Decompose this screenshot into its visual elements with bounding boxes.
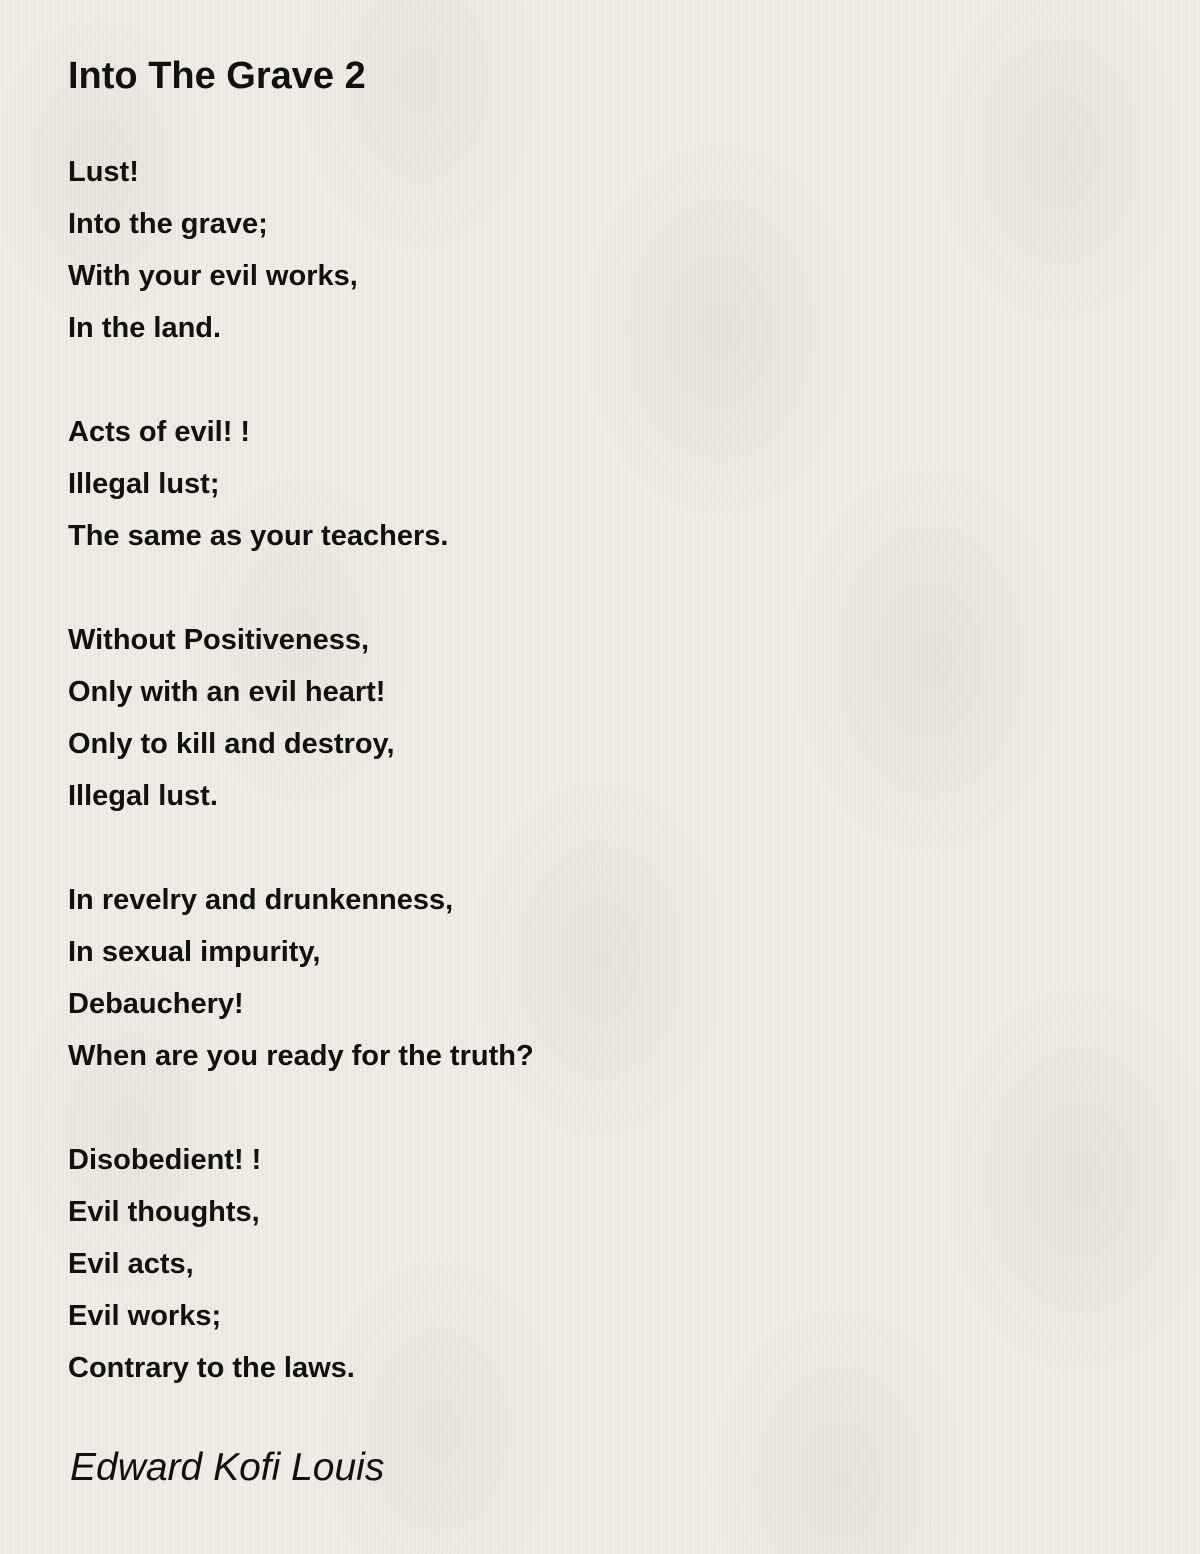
poem-line: Only to kill and destroy,: [68, 728, 395, 760]
stanza: [68, 406, 1128, 562]
poem-line: In revelry and drunkenness,: [68, 884, 454, 916]
stanza: [68, 614, 1128, 822]
poem-line: The same as your teachers.: [68, 520, 449, 552]
poem-author: Edward Kofi Louis: [70, 1446, 385, 1489]
poem-line: With your evil works,: [68, 260, 358, 292]
poem-line: Without Positiveness,: [68, 624, 370, 656]
stanza: [68, 874, 1128, 1082]
stanza: [68, 146, 1128, 354]
poem-line: Contrary to the laws.: [68, 1352, 355, 1384]
poem-line: Evil works;: [68, 1300, 222, 1332]
poem-line: Illegal lust;: [68, 468, 220, 500]
poem-line: Into the grave;: [68, 208, 268, 240]
poem-line: In the land.: [68, 312, 222, 344]
stanza: [68, 1134, 1128, 1394]
poem-line: In sexual impurity,: [68, 936, 321, 968]
poem-body: [68, 146, 1128, 1394]
poem-line: Illegal lust.: [68, 780, 218, 812]
poem-line: Evil thoughts,: [68, 1196, 260, 1228]
poem-line: Lust!: [68, 156, 139, 188]
poem-line: Evil acts,: [68, 1248, 194, 1280]
poem-line: Disobedient! !: [68, 1144, 262, 1176]
poem-line: Debauchery!: [68, 988, 244, 1020]
poem-card: [68, 48, 1128, 1496]
poem-line: Only with an evil heart!: [68, 676, 386, 708]
poem-line: Acts of evil! !: [68, 416, 251, 448]
poem-line: When are you ready for the truth?: [68, 1040, 534, 1072]
poem-title: Into The Grave 2: [68, 55, 366, 97]
